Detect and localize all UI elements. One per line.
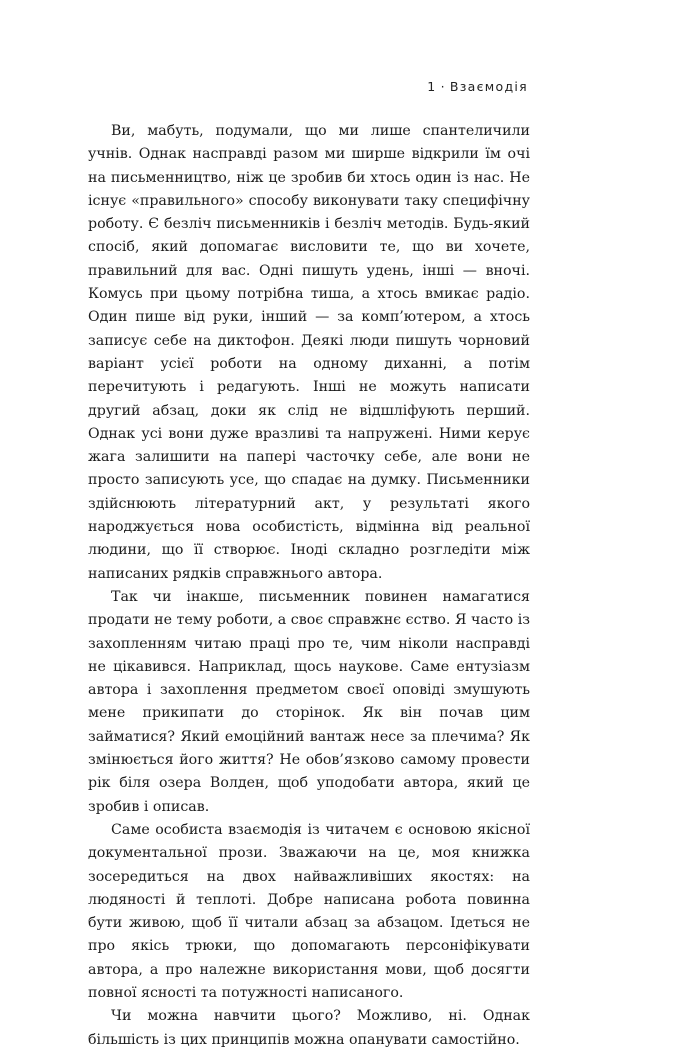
chapter-title: Взаємодія [449, 79, 528, 94]
chapter-number: 1 [427, 79, 437, 94]
paragraph: Ви, мабуть, подумали, що ми лише спантеличили учнів. Однак насправді разом ми ширше відкрили їм очі на письменництво, ніж це зробив би хтось один із нас. Не існує «правильного» способу виконувати таку специфічну роботу. Є безліч письменників і безліч методів. Будь-який спосіб, який допомагає висловити те, що ви хочете, правильний для вас. Одні пишуть удень, інші — вночі. Комусь при цьому потрібна тиша, а хтось вмикає радіо. Один пише від руки, інший — за комп’ютером, а хтось записує себе на диктофон. Деякі люди пишуть чорновий варіант усієї роботи на одному диханні, а потім перечитують і редагують. Інші не можуть написати другий абзац, доки як слід не відшліфують перший. Однак усі вони дуже вразливі та напружені. Ними керує жага залишити на папері часточку себе, але вони не просто записують усе, що спадає на думку. Письменники здійснюють літературний акт, у результаті якого народжується нова особистість, відмінна від реальної людини, що її створює. Іноді складно розгледіти між написаних рядків справжнього автора. [88, 123, 530, 582]
running-header [427, 79, 528, 94]
body-text [88, 120, 530, 1052]
header-separator: · [440, 79, 446, 94]
paragraph: Саме особиста взаємодія із читачем є основою якісної документальної прози. Зважаючи на це, моя книжка зосередиться на двох найважливіших якостях: на людяності й теплоті. Добре написана робота повинна бути живою, щоб її читали абзац за абзацом. Ідеться не про якісь трюки, що допомагають персоніфікувати автора, а про належне використання мови, щоб досягти повної ясності та потужності написаного. [88, 821, 530, 1001]
paragraph: Так чи інакше, письменник повинен намагатися продати не тему роботи, а своє справжнє єство. Я часто із захопленням читаю праці про те, чим ніколи насправді не цікавився. Наприклад, щось наукове. Саме ентузіазм автора і захоплення предметом своєї оповіді змушують мене прикипати до сторінок. Як він почав цим займатися? Який емоційний вантаж несе за плечима? Як змінюється його життя? Не обов’язково самому провести рік біля озера Волден, щоб уподобати автора, який це зробив і описав. [88, 588, 530, 815]
paragraph: Чи можна навчити цього? Можливо, ні. Однак більшість із цих принципів можна опанувати самостійно. [88, 1008, 530, 1048]
